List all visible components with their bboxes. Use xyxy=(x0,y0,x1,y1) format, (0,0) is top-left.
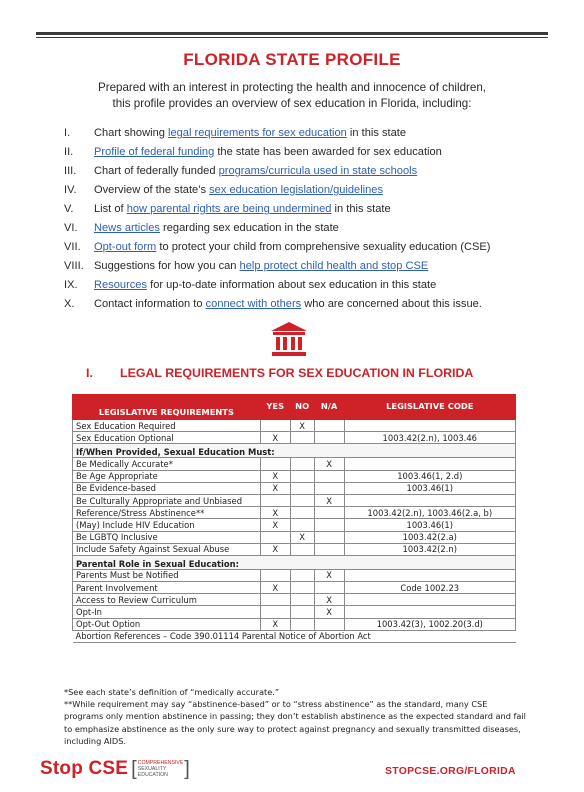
toc-link[interactable]: News articles xyxy=(94,222,160,234)
toc-item xyxy=(64,295,544,314)
header-code: LEGISLATIVE CODE xyxy=(344,395,515,420)
yes-cell xyxy=(260,458,290,470)
na-cell: X xyxy=(314,594,344,606)
na-cell: X xyxy=(314,569,344,581)
header-no: NO xyxy=(290,395,314,420)
na-cell xyxy=(314,420,344,432)
logo-wordmark: Stop CSE xyxy=(40,758,129,779)
yes-cell: X xyxy=(260,618,290,630)
toc-link[interactable]: programs/curricula used in state schools xyxy=(218,165,418,177)
na-cell xyxy=(314,519,344,531)
logo-line-2: SEXUALITY xyxy=(137,766,167,772)
no-cell xyxy=(290,618,314,630)
toc-text: Suggestions for how you can xyxy=(94,260,240,272)
logo-line-1: COMPREHENSIVE xyxy=(137,760,184,766)
toc-link[interactable]: help protect child health and stop CSE xyxy=(239,260,429,272)
code-cell: 1003.42(2.n), 1003.46 xyxy=(344,432,515,444)
header-na: N/A xyxy=(314,395,344,420)
table-row xyxy=(73,432,516,444)
toc-item xyxy=(64,181,544,200)
legal-requirements-table xyxy=(72,394,516,643)
toc-text: Contact information to xyxy=(94,298,206,310)
table-row xyxy=(73,420,516,432)
yes-cell: X xyxy=(260,432,290,444)
table-row xyxy=(73,470,516,482)
government-building-icon xyxy=(270,321,308,357)
toc-number: VI. xyxy=(64,222,78,234)
site-url[interactable]: STOPCSE.ORG/FLORIDA xyxy=(385,766,516,777)
requirement-cell: Be Evidence-based xyxy=(73,482,261,494)
toc-text: Overview of the state’s xyxy=(94,184,210,196)
toc-item xyxy=(64,219,544,238)
table-row xyxy=(73,569,516,581)
no-cell xyxy=(290,470,314,482)
table-of-contents xyxy=(64,124,544,314)
toc-text: Chart of federally funded xyxy=(94,165,219,177)
code-cell: Code 1002.23 xyxy=(344,582,515,594)
code-cell xyxy=(344,569,515,581)
na-cell xyxy=(314,543,344,555)
toc-text: who are concerned about this issue. xyxy=(301,298,482,310)
requirement-cell: Opt-Out Option xyxy=(73,618,261,630)
na-cell xyxy=(314,531,344,543)
toc-number: X. xyxy=(64,298,75,310)
table-row xyxy=(73,594,516,606)
no-cell xyxy=(290,519,314,531)
code-cell: 1003.42(2.a) xyxy=(344,531,515,543)
yes-cell: X xyxy=(260,507,290,519)
na-cell xyxy=(314,582,344,594)
na-cell xyxy=(314,482,344,494)
abortion-references-row xyxy=(73,630,516,642)
no-cell xyxy=(290,458,314,470)
yes-cell: X xyxy=(260,543,290,555)
toc-item xyxy=(64,200,544,219)
intro-line-2: this profile provides an overview of sex education in Florida, including: xyxy=(112,97,472,110)
header-yes: YES xyxy=(260,395,290,420)
logo-subtitle-text xyxy=(137,760,185,778)
yes-cell xyxy=(260,494,290,506)
no-cell: X xyxy=(290,420,314,432)
table-row xyxy=(73,458,516,470)
requirement-cell: Be Medically Accurate* xyxy=(73,458,261,470)
intro-paragraph xyxy=(60,80,524,112)
na-cell: X xyxy=(314,606,344,618)
group-title: Parental Role in Sexual Education: xyxy=(73,555,516,569)
footnotes xyxy=(64,686,528,747)
yes-cell xyxy=(260,594,290,606)
no-cell xyxy=(290,543,314,555)
requirement-cell: Be Culturally Appropriate and Unbiased xyxy=(73,494,261,506)
requirement-cell: Be LGBTQ Inclusive xyxy=(73,531,261,543)
toc-item xyxy=(64,143,544,162)
toc-link[interactable]: Resources xyxy=(94,279,148,291)
no-cell xyxy=(290,569,314,581)
code-cell: 1003.46(1) xyxy=(344,519,515,531)
toc-link[interactable]: how parental rights are being undermined xyxy=(126,203,332,215)
toc-item xyxy=(64,124,544,143)
logo-bracket-right: ] xyxy=(184,758,190,780)
table-header-row xyxy=(73,395,516,420)
table-row xyxy=(73,507,516,519)
table-row xyxy=(73,519,516,531)
code-cell xyxy=(344,458,515,470)
table-row xyxy=(73,494,516,506)
section-heading xyxy=(86,366,473,380)
footnote-medically-accurate: *See each state’s definition of “medically accurate.” xyxy=(64,687,280,697)
no-cell xyxy=(290,432,314,444)
requirement-cell: Parent Involvement xyxy=(73,582,261,594)
toc-text: in this state xyxy=(331,203,391,215)
na-cell xyxy=(314,507,344,519)
top-rule-thick xyxy=(36,32,548,35)
code-cell xyxy=(344,594,515,606)
toc-link[interactable]: connect with others xyxy=(205,298,302,310)
no-cell xyxy=(290,582,314,594)
code-cell: 1003.42(2.n), 1003.46(2.a, b) xyxy=(344,507,515,519)
table-group-row xyxy=(73,444,516,458)
logo-bracket-left: [ xyxy=(131,758,137,780)
code-cell: 1003.42(3), 1002.20(3.d) xyxy=(344,618,515,630)
toc-link[interactable]: Profile of federal funding xyxy=(94,146,215,158)
toc-number: VIII. xyxy=(64,260,84,272)
na-cell: X xyxy=(314,494,344,506)
table-row xyxy=(73,482,516,494)
page-title: FLORIDA STATE PROFILE xyxy=(183,50,401,69)
code-cell xyxy=(344,420,515,432)
no-cell xyxy=(290,606,314,618)
requirement-cell: Be Age Appropriate xyxy=(73,470,261,482)
code-cell: 1003.46(1, 2.d) xyxy=(344,470,515,482)
toc-number: I. xyxy=(64,127,71,139)
toc-link[interactable]: Opt-out form xyxy=(94,241,157,253)
requirement-cell: Parents Must be Notified xyxy=(73,569,261,581)
intro-line-1: Prepared with an interest in protecting the health and innocence of children, xyxy=(98,81,486,94)
toc-number: IX. xyxy=(64,279,78,291)
toc-text: Chart showing xyxy=(94,127,168,139)
abortion-references: Abortion References – Code 390.01114 Parental Notice of Abortion Act xyxy=(73,630,516,642)
toc-item xyxy=(64,238,544,257)
code-cell: 1003.46(1) xyxy=(344,482,515,494)
toc-text: in this state xyxy=(346,127,407,139)
toc-link[interactable]: sex education legislation/guidelines xyxy=(209,184,384,196)
logo-line-3: EDUCATION xyxy=(137,772,168,778)
table-row xyxy=(73,543,516,555)
table-group-row xyxy=(73,555,516,569)
yes-cell: X xyxy=(260,519,290,531)
requirement-cell: Opt-In xyxy=(73,606,261,618)
toc-item xyxy=(64,276,544,295)
yes-cell xyxy=(260,531,290,543)
yes-cell xyxy=(260,420,290,432)
na-cell xyxy=(314,470,344,482)
yes-cell: X xyxy=(260,470,290,482)
requirement-cell: Access to Review Curriculum xyxy=(73,594,261,606)
toc-text: the state has been awarded for sex education xyxy=(214,146,442,158)
na-cell xyxy=(314,618,344,630)
section-title: LEGAL REQUIREMENTS FOR SEX EDUCATION IN FLORIDA xyxy=(120,366,474,380)
toc-text: List of xyxy=(94,203,127,215)
table-row xyxy=(73,606,516,618)
header-requirements: LEGISLATIVE REQUIREMENTS xyxy=(73,395,261,420)
yes-cell: X xyxy=(260,482,290,494)
toc-number: III. xyxy=(64,165,77,177)
toc-number: VII. xyxy=(64,241,81,253)
table-row xyxy=(73,582,516,594)
toc-number: II. xyxy=(64,146,74,158)
no-cell xyxy=(290,482,314,494)
group-title: If/When Provided, Sexual Education Must: xyxy=(73,444,516,458)
toc-link[interactable]: legal requirements for sex education xyxy=(168,127,347,139)
section-number: I. xyxy=(86,366,93,380)
requirement-cell: Reference/Stress Abstinence** xyxy=(73,507,261,519)
no-cell xyxy=(290,507,314,519)
requirement-cell: (May) Include HIV Education xyxy=(73,519,261,531)
requirement-cell: Include Safety Against Sexual Abuse xyxy=(73,543,261,555)
na-cell: X xyxy=(314,458,344,470)
stop-cse-logo xyxy=(40,759,190,779)
toc-text: to protect your child from comprehensive sexuality education (CSE) xyxy=(156,241,491,253)
toc-text: regarding sex education in the state xyxy=(159,222,339,234)
code-cell xyxy=(344,606,515,618)
table-row xyxy=(73,618,516,630)
no-cell xyxy=(290,494,314,506)
requirement-cell: Sex Education Required xyxy=(73,420,261,432)
toc-item xyxy=(64,162,544,181)
yes-cell xyxy=(260,606,290,618)
na-cell xyxy=(314,432,344,444)
table-row xyxy=(73,531,516,543)
toc-text: for up-to-date information about sex education in this state xyxy=(147,279,437,291)
no-cell: X xyxy=(290,531,314,543)
yes-cell: X xyxy=(260,582,290,594)
footnote-abstinence: **While requirement may say “abstinence-based” or to “stress abstinence” as the standard, many CSE programs only mention abstinence in passing; they don’t establish abstinence as the expected standard and fail to emphasize abstinence as the only sure way to protect against pregnancy and sexually transmitted diseases, including AIDS. xyxy=(64,699,526,746)
code-cell xyxy=(344,494,515,506)
logo-subtitle xyxy=(131,759,190,779)
requirement-cell: Sex Education Optional xyxy=(73,432,261,444)
toc-number: IV. xyxy=(64,184,77,196)
toc-item xyxy=(64,257,544,276)
yes-cell xyxy=(260,569,290,581)
toc-number: V. xyxy=(64,203,74,215)
code-cell: 1003.42(2.n) xyxy=(344,543,515,555)
no-cell xyxy=(290,594,314,606)
top-rule-thin xyxy=(36,37,548,38)
